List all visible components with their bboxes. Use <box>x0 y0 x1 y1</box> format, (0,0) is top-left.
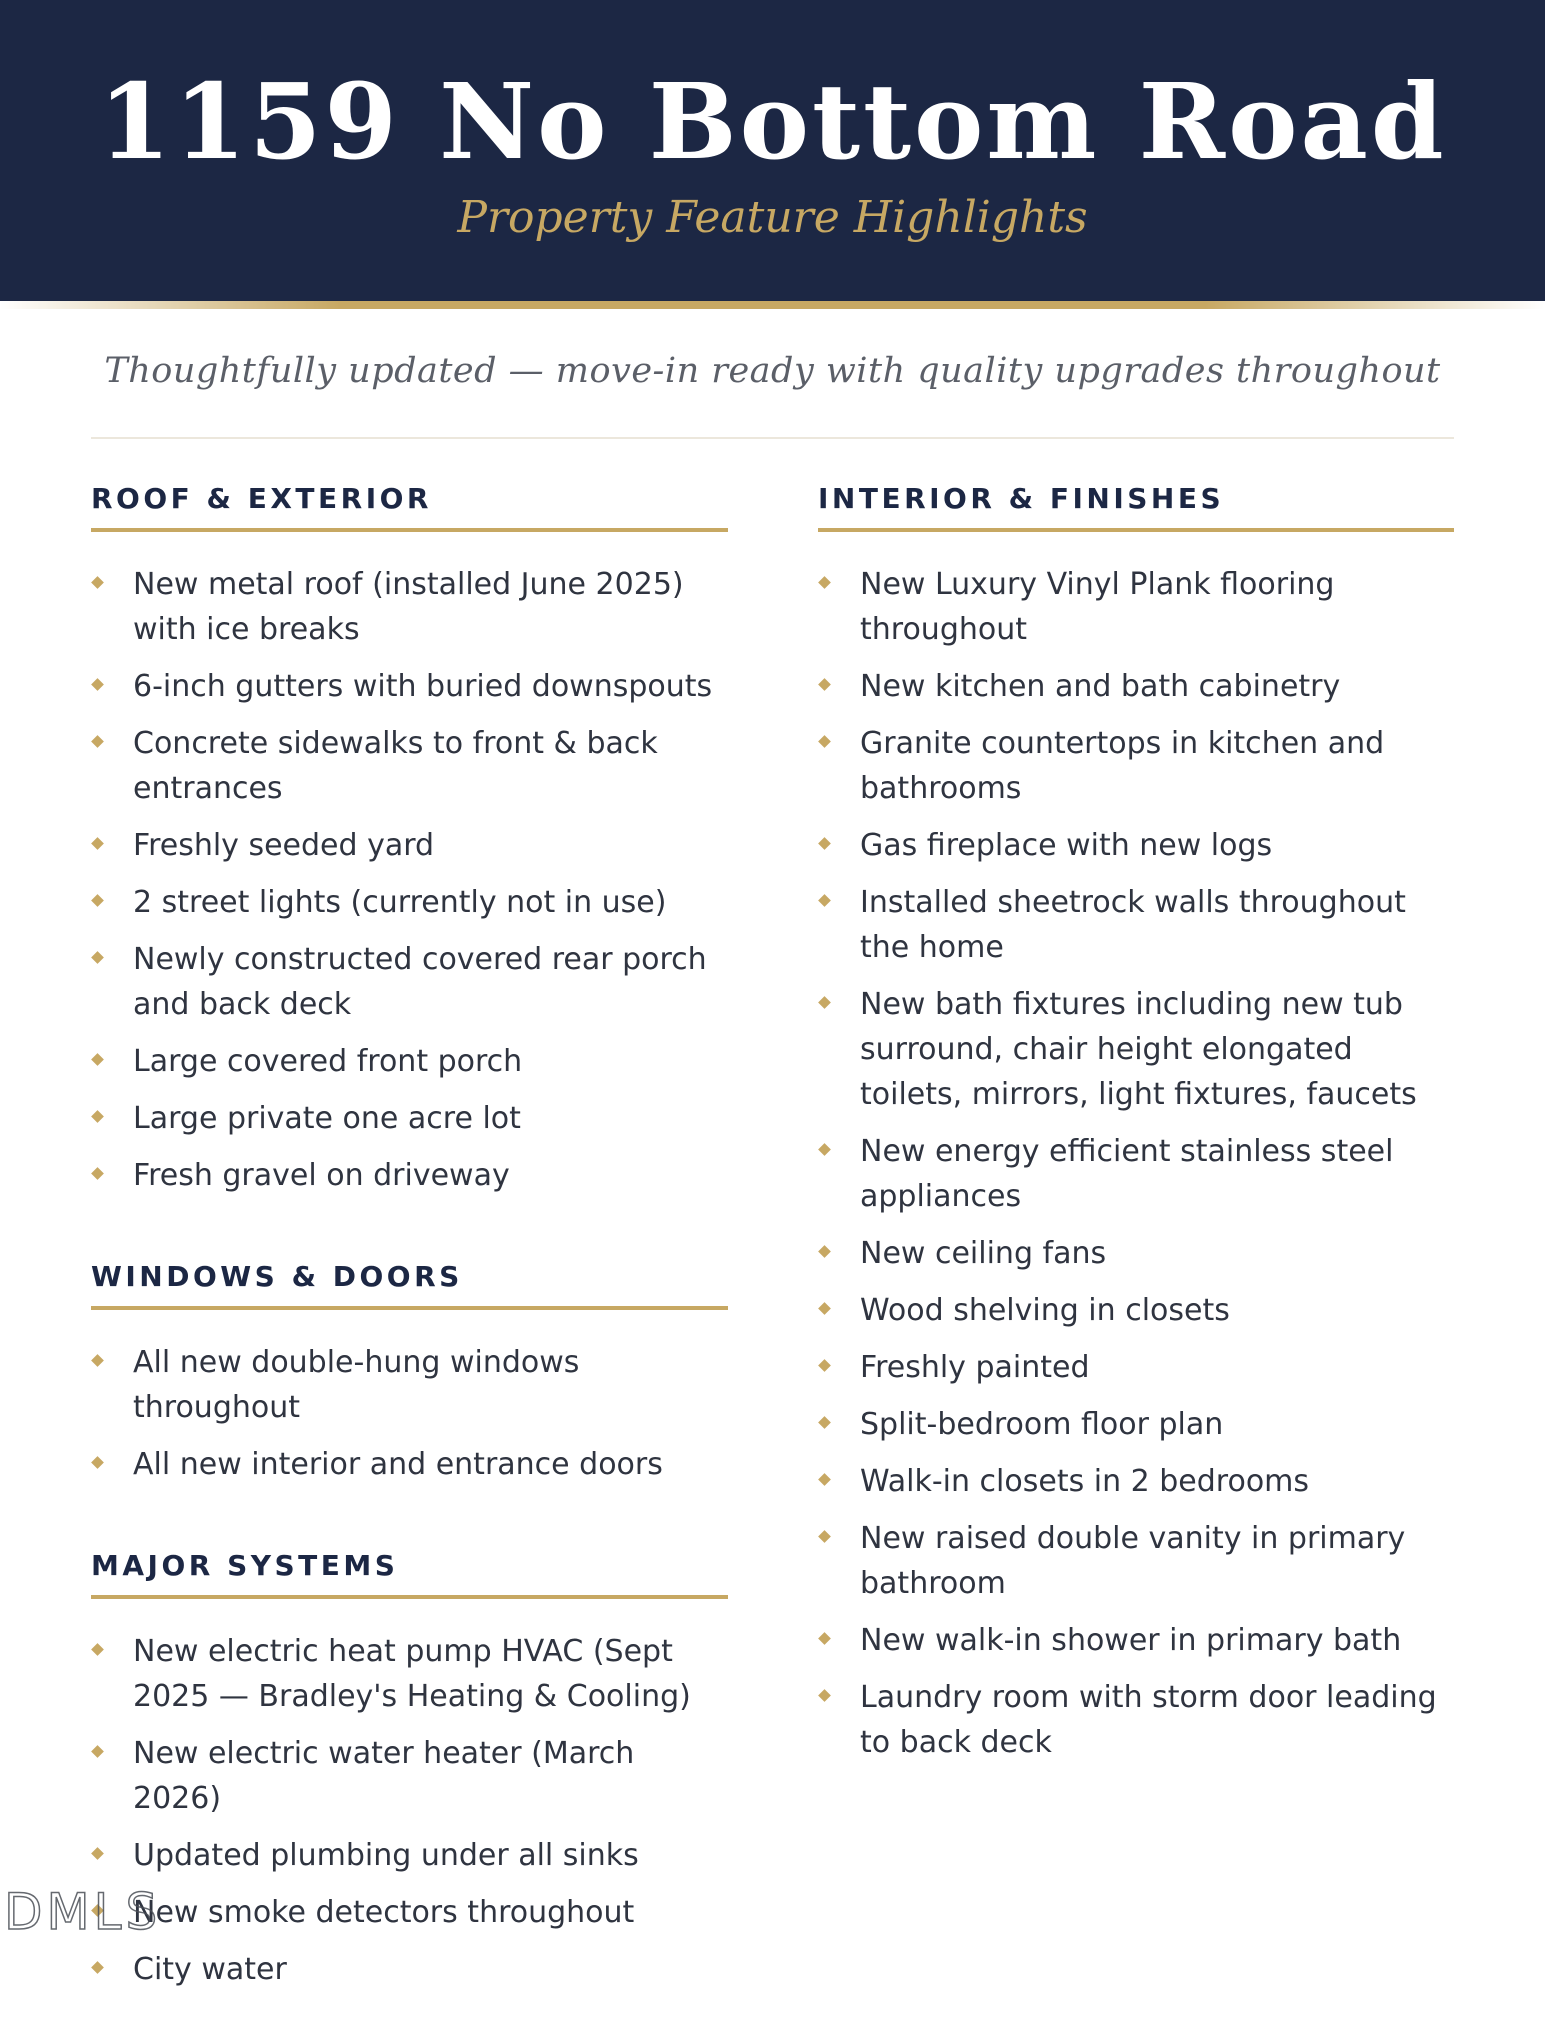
diamond-bullet-icon <box>91 1354 104 1367</box>
feature-item <box>91 1947 728 1992</box>
feature-text: New electric water heater (March 2026) <box>133 1736 635 1816</box>
section-major-systems <box>91 1539 728 1992</box>
feature-item <box>818 982 1454 1117</box>
section-title: INTERIOR & FINISHES <box>818 472 1454 532</box>
feature-item <box>91 1629 728 1719</box>
diamond-bullet-icon <box>818 837 831 850</box>
feature-text: City water <box>133 1952 287 1987</box>
diamond-bullet-icon <box>91 678 104 691</box>
section-windows-doors <box>91 1250 728 1487</box>
feature-item <box>91 823 728 868</box>
feature-item <box>91 1340 728 1430</box>
feature-text: New walk-in shower in primary bath <box>860 1623 1402 1658</box>
diamond-bullet-icon <box>91 735 104 748</box>
diamond-bullet-icon <box>91 951 104 964</box>
feature-text: 2 street lights (currently not in use) <box>133 885 667 920</box>
tagline: Thoughtfully updated — move-in ready with quality upgrades throughout <box>104 351 1441 391</box>
feature-text: New ceiling fans <box>860 1236 1107 1271</box>
header-banner <box>0 0 1545 301</box>
dmls-watermark: DMLS <box>4 1883 162 1941</box>
feature-text: Large covered front porch <box>133 1044 523 1079</box>
diamond-bullet-icon <box>818 678 831 691</box>
section-roof-exterior <box>91 472 728 1198</box>
diamond-bullet-icon <box>91 894 104 907</box>
diamond-bullet-icon <box>818 1143 831 1156</box>
feature-item <box>91 1731 728 1821</box>
feature-item <box>91 880 728 925</box>
feature-text: Concrete sidewalks to front & back entrances <box>133 726 658 806</box>
diamond-bullet-icon <box>91 1167 104 1180</box>
diamond-bullet-icon <box>91 1643 104 1656</box>
feature-text: New metal roof (installed June 2025) with ice breaks <box>133 567 684 647</box>
right-column <box>818 472 1454 1817</box>
diamond-bullet-icon <box>91 1053 104 1066</box>
feature-item <box>91 562 728 652</box>
diamond-bullet-icon <box>818 1530 831 1543</box>
feature-text: All new interior and entrance doors <box>133 1447 663 1482</box>
feature-text: New energy efficient stainless steel appliances <box>860 1134 1394 1214</box>
feature-text: All new double-hung windows throughout <box>133 1345 580 1425</box>
diamond-bullet-icon <box>818 996 831 1009</box>
feature-item <box>818 1129 1454 1219</box>
feature-item <box>91 1039 728 1084</box>
feature-item <box>91 1442 728 1487</box>
feature-item <box>818 1402 1454 1447</box>
gold-accent-bar <box>0 301 1545 309</box>
diamond-bullet-icon <box>91 1456 104 1469</box>
feature-text: Walk-in closets in 2 bedrooms <box>860 1464 1310 1499</box>
feature-text: Installed sheetrock walls throughout the home <box>860 885 1406 965</box>
diamond-bullet-icon <box>818 1416 831 1429</box>
feature-item <box>818 1345 1454 1390</box>
diamond-bullet-icon <box>818 1473 831 1486</box>
feature-text: New raised double vanity in primary bathroom <box>860 1521 1406 1601</box>
feature-item <box>91 721 728 811</box>
feature-item <box>818 1231 1454 1276</box>
feature-item <box>91 1833 728 1878</box>
feature-text: Newly constructed covered rear porch and back deck <box>133 942 707 1022</box>
diamond-bullet-icon <box>818 576 831 589</box>
feature-list <box>818 562 1454 1765</box>
feature-item <box>818 562 1454 652</box>
feature-item <box>91 664 728 709</box>
diamond-bullet-icon <box>91 576 104 589</box>
divider <box>91 437 1454 439</box>
feature-text: Gas fireplace with new logs <box>860 828 1273 863</box>
feature-list <box>91 562 728 1198</box>
page-title: 1159 No Bottom Road <box>98 60 1447 183</box>
feature-text: Large private one acre lot <box>133 1101 521 1136</box>
feature-text: Freshly painted <box>860 1350 1090 1385</box>
feature-text: New Luxury Vinyl Plank flooring throughout <box>860 567 1335 647</box>
feature-item <box>91 1096 728 1141</box>
feature-item <box>91 1153 728 1198</box>
section-interior-finishes <box>818 472 1454 1765</box>
feature-text: Fresh gravel on driveway <box>133 1158 510 1193</box>
diamond-bullet-icon <box>91 1745 104 1758</box>
feature-item <box>818 823 1454 868</box>
feature-list <box>91 1340 728 1487</box>
diamond-bullet-icon <box>818 1245 831 1258</box>
feature-text: Granite countertops in kitchen and bathrooms <box>860 726 1385 806</box>
feature-item <box>818 880 1454 970</box>
feature-item <box>818 1675 1454 1765</box>
diamond-bullet-icon <box>91 1961 104 1974</box>
feature-item <box>818 1618 1454 1663</box>
feature-text: Wood shelving in closets <box>860 1293 1230 1328</box>
diamond-bullet-icon <box>818 1632 831 1645</box>
feature-text: Freshly seeded yard <box>133 828 435 863</box>
feature-item <box>818 1459 1454 1504</box>
diamond-bullet-icon <box>91 1847 104 1860</box>
feature-text: 6-inch gutters with buried downspouts <box>133 669 713 704</box>
left-column <box>91 472 728 2044</box>
feature-item <box>818 1288 1454 1333</box>
feature-item <box>91 1890 728 1935</box>
section-title: WINDOWS & DOORS <box>91 1250 728 1310</box>
diamond-bullet-icon <box>818 1359 831 1372</box>
feature-text: New electric heat pump HVAC (Sept 2025 — Bradley's Heating & Cooling) <box>133 1634 691 1714</box>
feature-item <box>818 1516 1454 1606</box>
feature-item <box>818 664 1454 709</box>
feature-item <box>818 721 1454 811</box>
section-title: MAJOR SYSTEMS <box>91 1539 728 1599</box>
feature-item <box>91 937 728 1027</box>
feature-list <box>91 1629 728 1992</box>
section-title: ROOF & EXTERIOR <box>91 472 728 532</box>
diamond-bullet-icon <box>818 894 831 907</box>
feature-text: Split-bedroom floor plan <box>860 1407 1224 1442</box>
page-subtitle: Property Feature Highlights <box>457 192 1088 243</box>
diamond-bullet-icon <box>818 1302 831 1315</box>
feature-text: New bath fixtures including new tub surround, chair height elongated toilets, mirrors, light fixtures, faucets <box>860 987 1417 1112</box>
diamond-bullet-icon <box>818 735 831 748</box>
feature-text: New smoke detectors throughout <box>133 1895 635 1930</box>
diamond-bullet-icon <box>818 1689 831 1702</box>
diamond-bullet-icon <box>91 1110 104 1123</box>
feature-text: Laundry room with storm door leading to back deck <box>860 1680 1437 1760</box>
feature-text: New kitchen and bath cabinetry <box>860 669 1341 704</box>
feature-text: Updated plumbing under all sinks <box>133 1838 639 1873</box>
diamond-bullet-icon <box>91 837 104 850</box>
